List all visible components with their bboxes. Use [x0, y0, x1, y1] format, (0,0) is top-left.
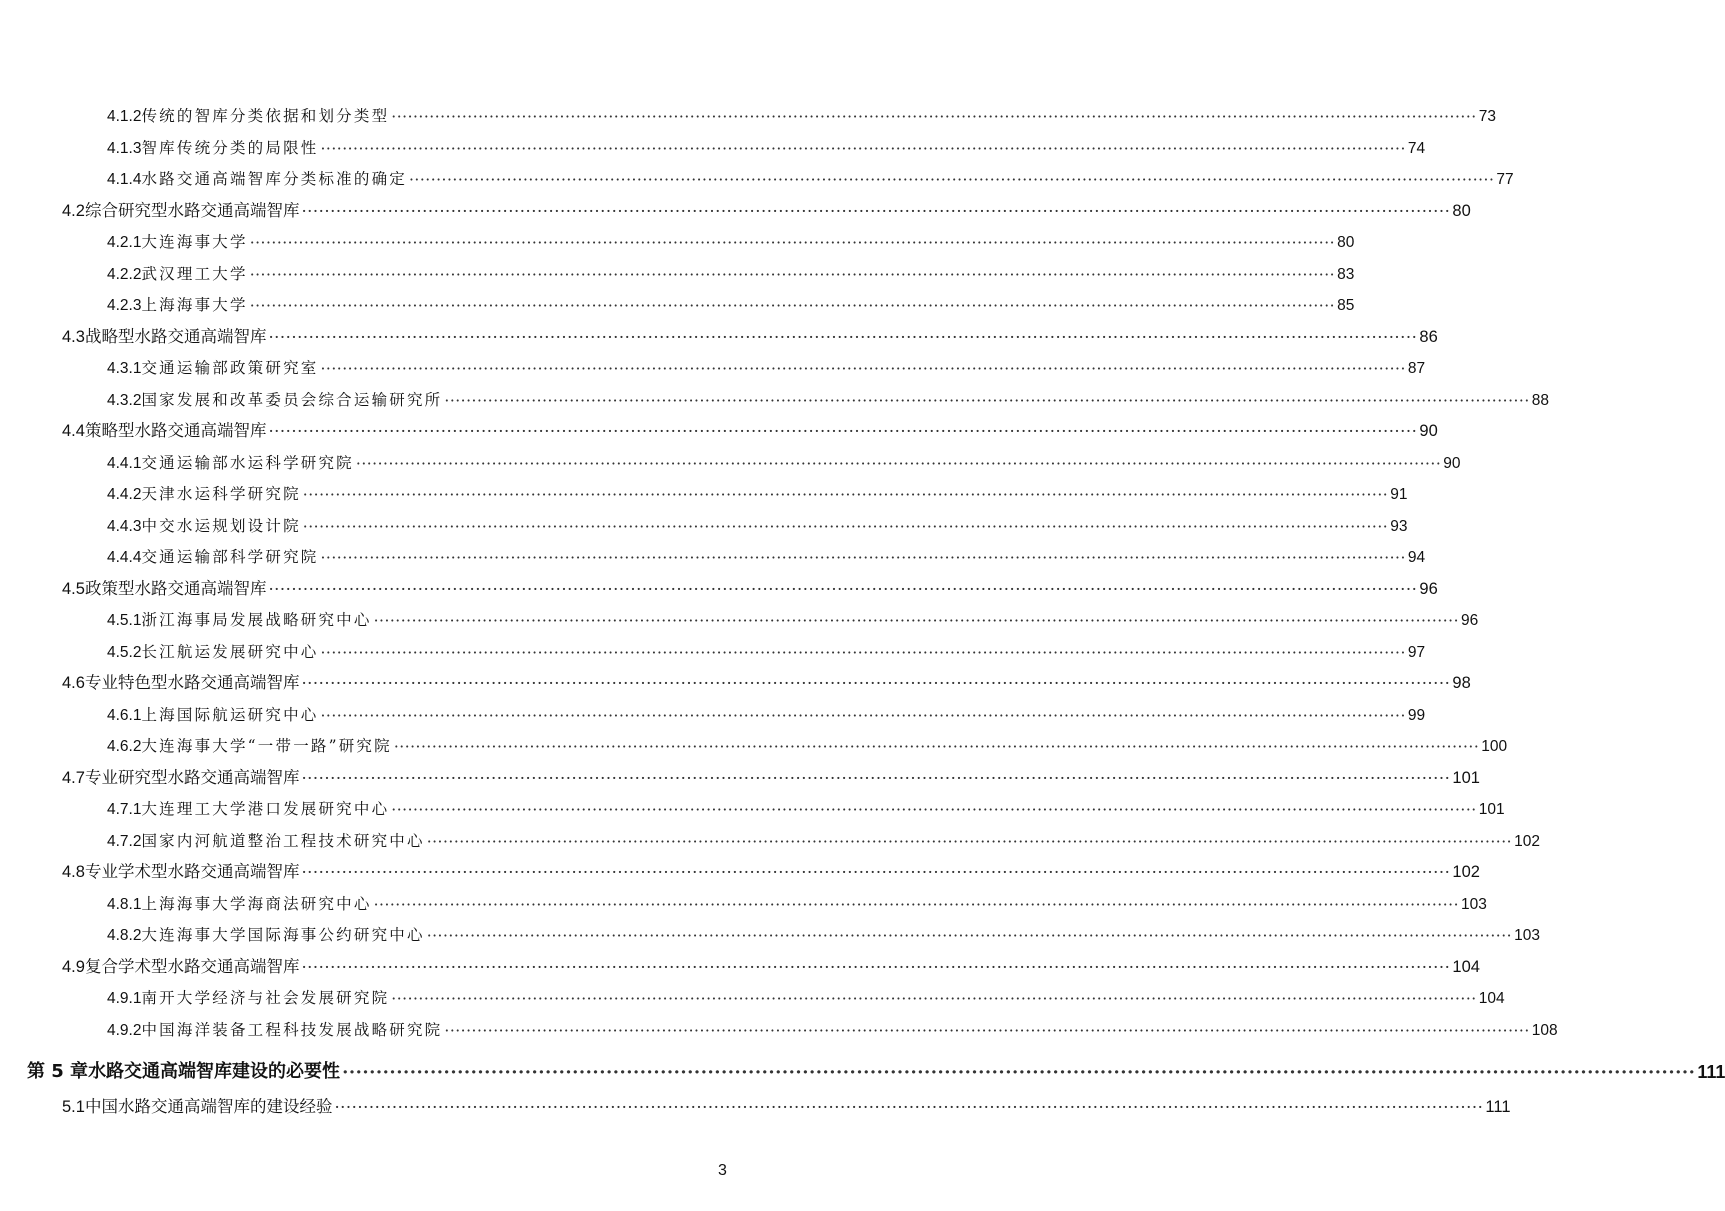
- toc-number: 4.2.3: [107, 297, 142, 314]
- toc-entry: [107, 380, 1550, 410]
- toc-leader-dots: ········································································································································································································: [249, 297, 1336, 315]
- toc-title: 专业特色型水路交通高端智库: [84, 673, 300, 692]
- toc-leader-dots: ········································································································································································································: [444, 391, 1530, 410]
- toc-page: 80: [1337, 234, 1355, 251]
- toc-number: 4.5.1: [107, 612, 142, 629]
- toc-leader-dots: ········································································································································································································: [426, 927, 1513, 945]
- toc-entry: [62, 947, 1480, 977]
- toc-page: 100: [1481, 738, 1508, 755]
- toc-title: 南开大学经济与社会发展研究院: [141, 989, 390, 1007]
- toc-number: 5.1: [62, 1097, 85, 1116]
- toc-page: 94: [1407, 549, 1426, 566]
- toc-entry: [107, 600, 1479, 630]
- toc-number: 4.7: [62, 768, 85, 787]
- toc-page: 104: [1478, 990, 1505, 1007]
- toc-number: 4.2: [62, 201, 85, 220]
- toc-entry: [107, 726, 1508, 756]
- toc-title: 水路交通高端智库分类标准的确定: [141, 170, 407, 188]
- toc-entry: [107, 254, 1355, 284]
- toc-number: 4.4: [62, 422, 85, 440]
- toc-entry: [107, 978, 1505, 1008]
- toc-page: 90: [1443, 454, 1461, 472]
- toc-page: 99: [1407, 706, 1426, 724]
- toc-title: 水路交通高端智库建设的必要性: [88, 1061, 341, 1082]
- toc-leader-dots: ········································································································································································································: [320, 549, 1406, 567]
- toc-number: 4.1.4: [107, 171, 142, 188]
- toc-page: 108: [1531, 1021, 1558, 1039]
- toc-entry: [62, 569, 1438, 599]
- toc-title: 长江航运发展研究中心: [141, 642, 319, 661]
- toc-leader-dots: ········································································································································································································: [301, 768, 1451, 788]
- toc-number: 4.4.4: [107, 549, 142, 566]
- toc-entry: [107, 222, 1355, 252]
- toc-leader-dots: ········································································································································································································: [301, 863, 1451, 882]
- toc-title: 战略型水路交通高端智库: [84, 326, 267, 346]
- toc-title: 交通运输部科学研究院: [141, 548, 319, 566]
- toc-entry: [62, 852, 1480, 882]
- toc-number: 4.1.3: [107, 139, 142, 157]
- toc-number: 4.1.2: [107, 108, 142, 125]
- toc-leader-dots: ········································································································································································································: [320, 643, 1406, 662]
- toc-leader-dots: ········································································································································································································: [373, 895, 1459, 914]
- toc-entry: [107, 474, 1408, 504]
- toc-leader-dots: ········································································································································································································: [302, 486, 1389, 504]
- toc-number: 4.3.2: [107, 391, 142, 409]
- toc-title: 上海海事大学: [141, 296, 248, 314]
- toc-entry: [62, 191, 1471, 221]
- toc-entry: [107, 96, 1496, 126]
- toc-leader-dots: ········································································································································································································: [355, 454, 1442, 473]
- toc-page: 101: [1452, 768, 1480, 787]
- toc-entry: [107, 789, 1505, 819]
- toc-entry: [107, 821, 1540, 851]
- toc-page: 80: [1452, 201, 1471, 220]
- toc-title: 专业学术型水路交通高端智库: [84, 862, 300, 881]
- toc-leader-dots: ········································································································································································································: [320, 139, 1406, 158]
- toc-entry: [107, 695, 1426, 725]
- toc-leader-dots: ········································································································································································································: [409, 171, 1495, 189]
- toc-entry-chapter: [27, 1053, 1725, 1083]
- toc-page: 102: [1452, 863, 1480, 881]
- toc-number: 4.3: [62, 327, 85, 346]
- toc-title: 国家内河航道整治工程技术研究中心: [141, 831, 425, 850]
- toc-leader-dots: ········································································································································································································: [393, 738, 1480, 756]
- toc-title: 复合学术型水路交通高端智库: [84, 956, 300, 976]
- toc-page: 111: [1697, 1062, 1725, 1082]
- toc-leader-dots: ········································································································································································································: [249, 265, 1336, 284]
- toc-leader-dots: ········································································································································································································: [426, 832, 1513, 851]
- toc-number: 4.7.1: [107, 801, 142, 818]
- toc-title: 国家发展和改革委员会综合运输研究所: [141, 390, 443, 409]
- toc-title: 策略型水路交通高端智库: [84, 421, 267, 440]
- toc-page: 103: [1461, 895, 1487, 913]
- toc-leader-dots: ········································································································································································································: [301, 674, 1451, 693]
- toc-entry: [107, 348, 1426, 378]
- toc-title: 大连海事大学国际海事公约研究中心: [141, 926, 425, 944]
- toc-leader-dots: ········································································································································································································: [268, 327, 1418, 347]
- toc-page: 103: [1514, 927, 1540, 944]
- toc-entry: [62, 758, 1480, 788]
- toc-title: 大连理工大学港口发展研究中心: [141, 800, 390, 818]
- toc-title: 交通运输部政策研究室: [141, 359, 319, 377]
- toc-entry: [107, 915, 1540, 945]
- toc-title: 上海海事大学海商法研究中心: [141, 894, 372, 913]
- toc-leader-dots: ········································································································································································································: [301, 201, 1451, 221]
- toc-page: 87: [1407, 360, 1426, 377]
- toc-page: 104: [1452, 957, 1480, 976]
- toc-number: 4.4.1: [107, 454, 142, 472]
- toc-title: 专业研究型水路交通高端智库: [84, 767, 300, 787]
- toc-number: 4.2.2: [107, 265, 142, 283]
- toc-entry: [107, 632, 1426, 662]
- toc-leader-dots: ········································································································································································································: [320, 360, 1406, 378]
- toc-number: 4.6.1: [107, 706, 142, 724]
- toc-title: 天津水运科学研究院: [141, 485, 301, 503]
- toc-entry: [107, 884, 1487, 914]
- toc-number: 4.9.1: [107, 990, 142, 1007]
- toc-leader-dots: ········································································································································································································: [301, 957, 1451, 977]
- toc-number: 4.5: [62, 579, 85, 598]
- toc-entry: [62, 663, 1471, 693]
- toc-page: 73: [1478, 108, 1496, 125]
- toc-number: 4.4.2: [107, 486, 142, 503]
- toc-page: 91: [1390, 486, 1408, 503]
- toc-entry: [107, 285, 1355, 315]
- toc-page: 88: [1531, 391, 1550, 409]
- toc-number: 4.5.2: [107, 643, 142, 661]
- toc-page: 83: [1337, 265, 1355, 283]
- toc-leader-dots: ········································································································································································································: [444, 1021, 1530, 1040]
- toc-title: 中交水运规划设计院: [141, 516, 301, 535]
- toc-title: 大连海事大学: [141, 233, 248, 251]
- toc-number: 4.9.2: [107, 1021, 142, 1039]
- toc-page: 86: [1419, 327, 1438, 346]
- toc-page: 77: [1496, 171, 1514, 188]
- toc-number: 4.2.1: [107, 234, 142, 251]
- page-number: 3: [718, 1162, 727, 1179]
- toc-entry: [107, 506, 1408, 536]
- toc-leader-dots: ········································································································································································································: [391, 108, 1477, 126]
- toc-number: 4.8: [62, 863, 85, 881]
- toc-title: 智库传统分类的局限性: [141, 138, 319, 157]
- toc-leader-dots: ········································································································································································································: [268, 422, 1418, 441]
- toc-page: 96: [1419, 579, 1438, 598]
- toc-title: 武汉理工大学: [141, 264, 248, 283]
- toc-number: 4.8.2: [107, 927, 142, 944]
- toc-page: 97: [1407, 643, 1426, 661]
- toc-page: 74: [1407, 139, 1426, 157]
- toc-title: 浙江海事局发展战略研究中心: [141, 611, 372, 629]
- toc-number: 4.6.2: [107, 738, 142, 755]
- toc-number: 4.8.1: [107, 895, 142, 913]
- toc-leader-dots: ········································································································································································································: [391, 990, 1477, 1008]
- toc-leader-dots: ········································································································································································································: [373, 612, 1459, 630]
- toc-entry: [62, 1087, 1511, 1117]
- toc-page: 85: [1337, 297, 1355, 314]
- toc-entry: [107, 537, 1426, 567]
- toc-title: 上海国际航运研究中心: [141, 705, 319, 724]
- toc-leader-dots: ········································································································································································································: [391, 801, 1477, 819]
- toc-entry: [107, 159, 1514, 189]
- toc-number: 4.9: [62, 957, 85, 976]
- toc-title: 大连海事大学“一带一路”研究院: [141, 737, 392, 755]
- toc-page: 111: [1485, 1097, 1511, 1116]
- toc-number: 4.4.3: [107, 517, 142, 535]
- toc-page: 93: [1390, 517, 1408, 535]
- toc-leader-dots: ········································································································································································································: [249, 234, 1336, 252]
- toc-page: 101: [1478, 801, 1505, 818]
- toc-page: 98: [1452, 674, 1471, 692]
- toc-entry: [62, 317, 1438, 347]
- toc-title: 中国水路交通高端智库的建设经验: [84, 1096, 333, 1116]
- toc-number: 第 5 章: [27, 1061, 89, 1082]
- toc-title: 交通运输部水运科学研究院: [141, 453, 354, 472]
- toc-entry: [62, 411, 1438, 441]
- toc-title: 传统的智库分类依据和划分类型: [141, 107, 390, 125]
- toc-page: 90: [1419, 422, 1438, 440]
- toc-leader-dots: ········································································································································································································: [342, 1062, 1696, 1083]
- toc-number: 4.3.1: [107, 360, 142, 377]
- toc-leader-dots: ········································································································································································································: [302, 517, 1389, 536]
- toc-entry: [107, 1010, 1558, 1040]
- toc-title: 中国海洋装备工程科技发展战略研究院: [141, 1020, 443, 1039]
- toc-title: 政策型水路交通高端智库: [84, 578, 267, 598]
- toc-entry: [107, 128, 1426, 158]
- toc-leader-dots: ········································································································································································································: [268, 579, 1418, 599]
- toc-entry: [107, 443, 1461, 473]
- toc-leader-dots: ········································································································································································································: [334, 1097, 1484, 1117]
- toc-page: 102: [1514, 832, 1540, 850]
- toc-title: 综合研究型水路交通高端智库: [84, 200, 300, 220]
- toc-number: 4.6: [62, 674, 85, 692]
- toc-page: 96: [1461, 612, 1479, 629]
- toc-number: 4.7.2: [107, 832, 142, 850]
- toc-leader-dots: ········································································································································································································: [320, 706, 1406, 725]
